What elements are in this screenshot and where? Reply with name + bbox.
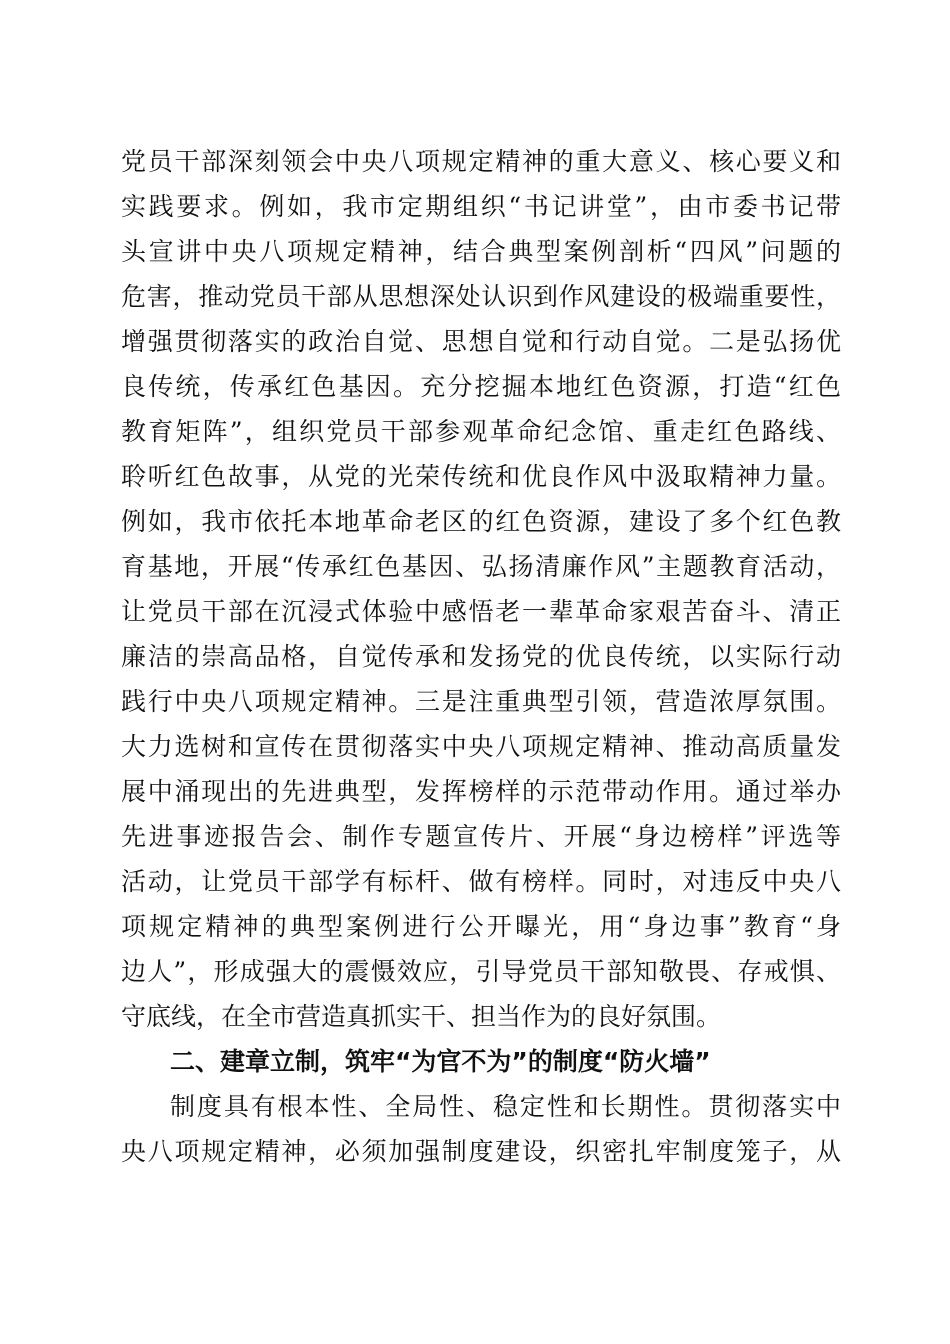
body-line: 央八项规定精神，必须加强制度建设，织密扎牢制度笼子，从	[121, 1137, 841, 1166]
body-line: 聆听红色故事，从党的光荣传统和优良作风中汲取精神力量。	[121, 462, 841, 491]
section-heading: 二、建章立制，筑牢“为官不为”的制度“防火墙”	[170, 1047, 711, 1076]
body-line: 教育矩阵”，组织党员干部参观革命纪念馆、重走红色路线、	[121, 417, 841, 446]
body-line: 廉洁的崇高品格，自觉传承和发扬党的优良传统，以实际行动	[121, 642, 841, 671]
body-line: 头宣讲中央八项规定精神，结合典型案例剖析“四风”问题的	[121, 237, 841, 266]
body-line: 让党员干部在沉浸式体验中感悟老一辈革命家艰苦奋斗、清正	[121, 597, 841, 626]
body-line: 良传统，传承红色基因。充分挖掘本地红色资源，打造“红色	[121, 372, 841, 401]
body-line: 育基地，开展“传承红色基因、弘扬清廉作风”主题教育活动，	[121, 552, 841, 581]
body-line: 党员干部深刻领会中央八项规定精神的重大意义、核心要义和	[121, 147, 841, 176]
body-line: 制度具有根本性、全局性、稳定性和长期性。贯彻落实中	[170, 1092, 841, 1121]
body-line: 增强贯彻落实的政治自觉、思想自觉和行动自觉。二是弘扬优	[121, 327, 841, 356]
body-line: 例如，我市依托本地革命老区的红色资源，建设了多个红色教	[121, 507, 841, 536]
body-line: 边人”，形成强大的震慑效应，引导党员干部知敬畏、存戒惧、	[121, 957, 841, 986]
body-line: 危害，推动党员干部从思想深处认识到作风建设的极端重要性，	[121, 282, 841, 311]
body-line: 展中涌现出的先进典型，发挥榜样的示范带动作用。通过举办	[121, 777, 841, 806]
body-line: 先进事迹报告会、制作专题宣传片、开展“身边榜样”评选等	[121, 822, 841, 851]
body-line: 守底线，在全市营造真抓实干、担当作为的良好氛围。	[121, 1002, 722, 1031]
body-line: 大力选树和宣传在贯彻落实中央八项规定精神、推动高质量发	[121, 732, 841, 761]
body-line: 项规定精神的典型案例进行公开曝光，用“身边事”教育“身	[121, 912, 841, 941]
body-line: 践行中央八项规定精神。三是注重典型引领，营造浓厚氛围。	[121, 687, 841, 716]
body-line: 实践要求。例如，我市定期组织“书记讲堂”，由市委书记带	[121, 192, 841, 221]
body-line: 活动，让党员干部学有标杆、做有榜样。同时，对违反中央八	[121, 867, 841, 896]
